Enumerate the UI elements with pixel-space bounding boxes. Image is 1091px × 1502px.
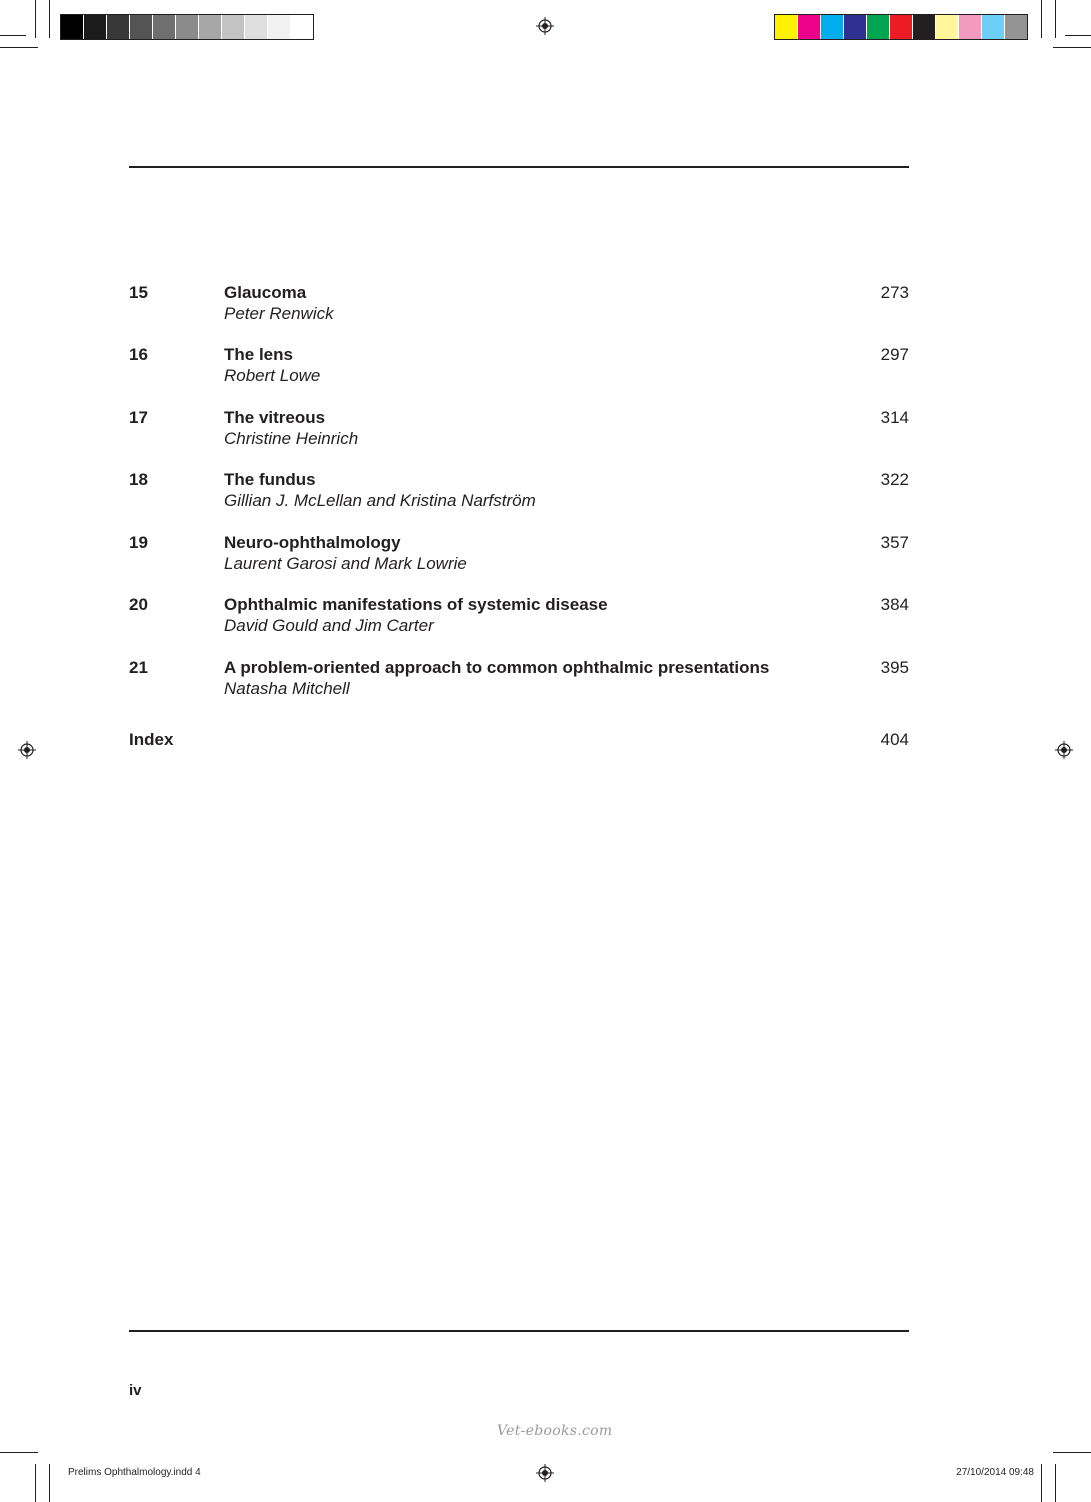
registration-mark-right	[1055, 741, 1073, 759]
registration-mark-left	[18, 741, 36, 759]
chapter-title: A problem-oriented approach to common ophthalmic presentations	[224, 658, 770, 677]
chapter-page: 395	[880, 658, 909, 677]
crop-mark-top-right-v2	[1041, 0, 1042, 38]
chapter-author: Christine Heinrich	[224, 429, 359, 448]
crop-mark-bottom-right-v	[1055, 1464, 1056, 1502]
chapter-number: 20	[129, 595, 148, 614]
color-swatch	[267, 15, 290, 39]
chapter-author: Robert Lowe	[224, 366, 321, 385]
color-swatch	[843, 15, 866, 39]
toc-entry-19[interactable]	[129, 533, 909, 577]
color-swatch	[866, 15, 889, 39]
color-swatch	[797, 15, 820, 39]
toc-entry-index[interactable]	[129, 730, 909, 752]
chapter-title: Glaucoma	[224, 283, 307, 302]
chapter-title: The lens	[224, 345, 293, 364]
crop-mark-bottom-left-v2	[49, 1464, 50, 1502]
registration-mark-bottom	[536, 1464, 554, 1482]
bottom-rule	[129, 1330, 909, 1332]
toc-entry-17[interactable]	[129, 408, 909, 452]
chapter-number: 17	[129, 408, 148, 427]
color-swatch	[175, 15, 198, 39]
color-swatch	[106, 15, 129, 39]
grayscale-color-bar	[60, 14, 314, 40]
chapter-title: Ophthalmic manifestations of systemic disease	[224, 595, 608, 614]
chapter-number: 21	[129, 658, 148, 677]
crop-mark-bottom-left-h	[0, 1452, 38, 1453]
chapter-page: 384	[880, 595, 909, 614]
top-rule	[129, 166, 909, 168]
chapter-title: The vitreous	[224, 408, 326, 427]
color-swatch	[198, 15, 221, 39]
crop-mark-bottom-right-v2	[1041, 1464, 1042, 1502]
chapter-number: 18	[129, 470, 148, 489]
toc-entry-18[interactable]	[129, 470, 909, 514]
color-swatch	[775, 15, 797, 39]
toc-entry-21[interactable]	[129, 658, 909, 702]
color-swatch	[935, 15, 958, 39]
color-swatch	[129, 15, 152, 39]
chapter-page: 297	[880, 345, 909, 364]
color-swatch	[244, 15, 267, 39]
crop-mark-bottom-right-h	[1053, 1452, 1091, 1453]
chapter-number: 19	[129, 533, 148, 552]
watermark-logo: Vet-ebooks.com	[497, 1423, 613, 1439]
crop-mark-top-left-h2	[0, 35, 26, 36]
crop-mark-top-right-h	[1053, 47, 1091, 48]
crop-mark-top-left-v2	[49, 0, 50, 38]
chapter-number: 15	[129, 283, 148, 302]
chapter-page: 273	[880, 283, 909, 302]
chapter-author: Natasha Mitchell	[224, 679, 350, 698]
color-swatch	[221, 15, 244, 39]
chapter-author: Laurent Garosi and Mark Lowrie	[224, 554, 467, 573]
color-swatch	[61, 15, 83, 39]
index-label: Index	[129, 730, 174, 749]
color-swatch	[820, 15, 843, 39]
color-swatch	[958, 15, 981, 39]
chapter-page: 322	[880, 470, 909, 489]
registration-mark-top	[536, 17, 554, 35]
toc-entry-20[interactable]	[129, 595, 909, 639]
process-color-bar	[774, 14, 1028, 40]
chapter-title: The fundus	[224, 470, 316, 489]
chapter-author: Peter Renwick	[224, 304, 334, 323]
chapter-page: 357	[880, 533, 909, 552]
chapter-author: David Gould and Jim Carter	[224, 616, 434, 635]
color-swatch	[1004, 15, 1027, 39]
color-swatch	[889, 15, 912, 39]
page-folio: iv	[129, 1382, 142, 1399]
toc-entry-15[interactable]	[129, 283, 909, 327]
color-swatch	[981, 15, 1004, 39]
index-page: 404	[880, 730, 909, 749]
crop-mark-top-right-v	[1055, 0, 1056, 38]
slug-datetime: 27/10/2014 09:48	[956, 1467, 1034, 1478]
color-swatch	[83, 15, 106, 39]
color-swatch	[152, 15, 175, 39]
chapter-author: Gillian J. McLellan and Kristina Narfström	[224, 491, 536, 510]
chapter-number: 16	[129, 345, 148, 364]
color-swatch	[912, 15, 935, 39]
color-swatch	[290, 15, 313, 39]
slug-file-name: Prelims Ophthalmology.indd 4	[68, 1467, 201, 1478]
crop-mark-bottom-left-v	[35, 1464, 36, 1502]
chapter-title: Neuro-ophthalmology	[224, 533, 401, 552]
crop-mark-top-right-h2	[1065, 35, 1091, 36]
crop-mark-top-left-v	[35, 0, 36, 38]
chapter-page: 314	[880, 408, 909, 427]
toc-entry-16[interactable]	[129, 345, 909, 389]
crop-mark-top-left-h	[0, 47, 38, 48]
